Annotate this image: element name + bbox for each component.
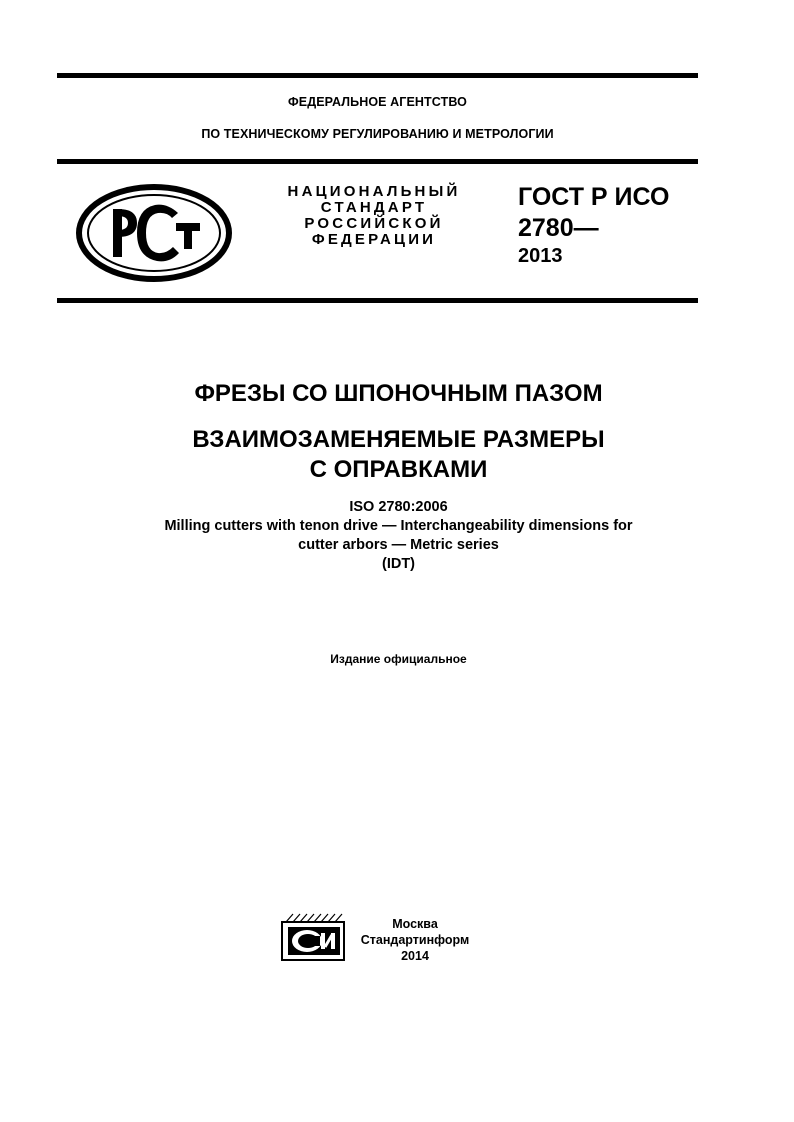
iso-code: ISO 2780:2006 <box>349 499 448 515</box>
designation-year: 2013 <box>518 245 563 267</box>
publisher-logo-icon <box>281 912 347 962</box>
national-standard-label <box>268 184 480 248</box>
iso-reference <box>57 498 740 574</box>
document-title-line-1: ФРЕЗЫ СО ШПОНОЧНЫМ ПАЗОМ <box>194 380 603 407</box>
iso-identity: (IDT) <box>381 556 415 572</box>
national-standard-line-1: НАЦИОНАЛЬНЫЙ <box>287 183 461 200</box>
agency-line-1: ФЕДЕРАЛЬНОЕ АГЕНТСТВО <box>288 95 467 109</box>
bottom-rule <box>57 298 698 303</box>
publisher-year: 2014 <box>401 949 429 963</box>
iso-title-line-2: cutter arbors — Metric series <box>298 537 499 553</box>
top-rule <box>57 73 698 78</box>
national-standard-line-4: ФЕДЕРАЦИИ <box>311 231 437 248</box>
rst-logo-icon <box>75 183 235 283</box>
designation-line-1: ГОСТ Р ИСО <box>518 183 670 211</box>
standard-designation <box>518 182 669 268</box>
publisher-block <box>355 916 475 964</box>
document-title-line-3: С ОПРАВКАМИ <box>309 456 488 483</box>
designation-line-2: 2780— <box>518 214 599 242</box>
iso-title-line-1: Milling cutters with tenon drive — Interchangeability dimensions for <box>164 518 633 534</box>
edition-note: Издание официальное <box>330 652 467 666</box>
national-standard-line-3: РОССИЙСКОЙ <box>304 215 444 232</box>
document-title-block <box>57 425 740 485</box>
agency-line-2: ПО ТЕХНИЧЕСКОМУ РЕГУЛИРОВАНИЮ И МЕТРОЛОГИИ <box>201 127 554 141</box>
document-title-line-2: ВЗАИМОЗАМЕНЯЕМЫЕ РАЗМЕРЫ <box>192 426 605 453</box>
publisher-name: Стандартинформ <box>360 933 470 947</box>
middle-rule <box>57 159 698 164</box>
publisher-city: Москва <box>392 917 438 931</box>
national-standard-line-2: СТАНДАРТ <box>320 199 428 216</box>
